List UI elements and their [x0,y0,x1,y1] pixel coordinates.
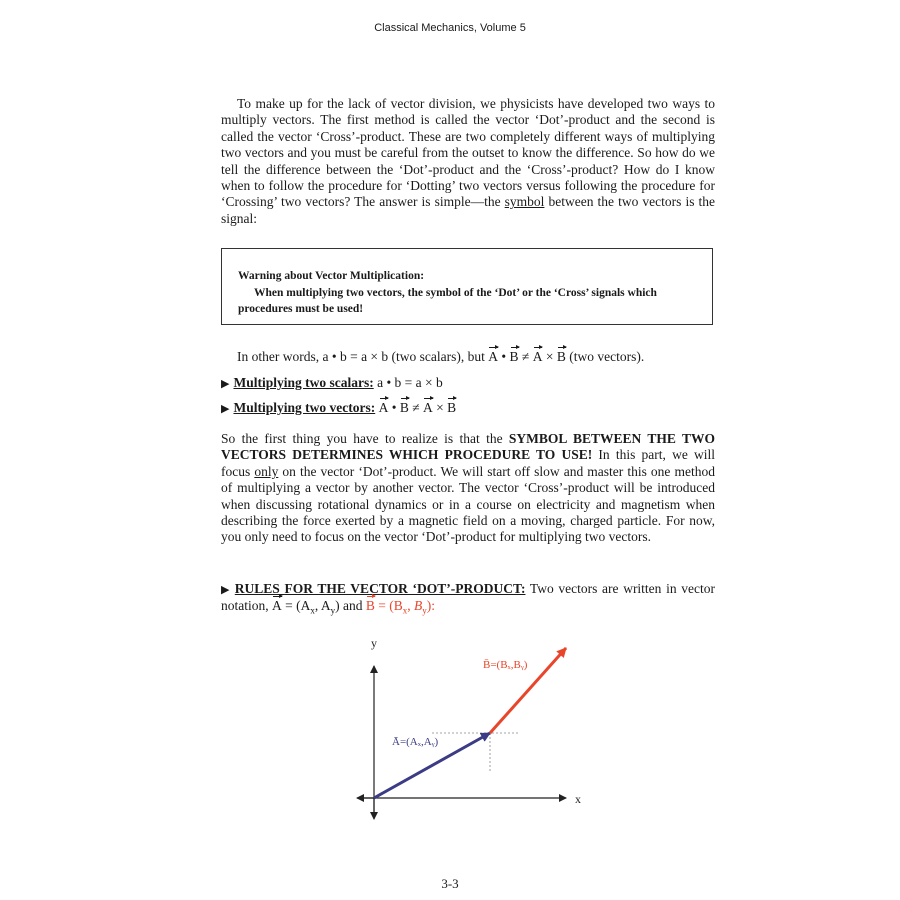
vector-b-symbol: B [509,349,519,364]
body-paragraph: So the first thing you have to realize is that the SYMBOL BETWEEN THE TWO VECTORS DETERMINES WHICH PROCEDURE TO USE! In this part, we will focus only on the vector ‘Dot’-product. We will start off slow and master this one method of multiplying a vector by another vector. The vector ‘Cross’-product will be introduced when discussing rotational dynamics or in a course on electricity and magnetism when describing the force exerted by a magnetic field on a moving, charged particle. For now, you only need to focus on the vector ‘Dot’-product for multiplying two vectors. [221,431,715,545]
intro-text-2: between the two vectors is the signal: [221,194,716,226]
body-underline-only: only [254,463,279,479]
bullet-scalars-label: Multiplying two scalars: [233,375,374,390]
page-number: 3-3 [441,876,459,891]
intro-text-1: To make up for the lack of vector division, we physicists have developed two ways to multiply vectors. The first method is called the vector ‘Dot’-product and the second is called the vector ‘Cross’-product. These are two completely different ways of multiplying two vectors and you must be careful from the outset to know the difference. So how do we tell the difference between the ‘Dot’-product and the ‘Cross’-product? How do I know when to follow the procedure for ‘Dotting’ two vectors versus following the procedure for ‘Crossing’ two vectors? The answer is simple—the [221,96,715,210]
triangle-bullet-icon: ▶ [221,403,230,415]
x-axis-label: x [575,792,581,806]
other-words-line: In other words, a • b = a × b (two scalars), but A • B ≠ A × B (two vectors). [237,349,645,364]
y-axis-label: y [371,636,377,650]
triangle-bullet-icon: ▶ [221,584,231,596]
bullet-vectors-label: Multiplying two vectors: [233,400,376,415]
body-bold-statement: SYMBOL BETWEEN THE TWO VECTORS DETERMINES WHICH PROCEDURE TO USE! [221,431,715,463]
running-header: Classical Mechanics, Volume 5 [374,22,526,34]
vector-a-symbol: A [488,349,499,364]
vector-a-label: Ā=(Aₓ,Aᵧ) [392,736,439,748]
triangle-bullet-icon: ▶ [221,378,230,390]
rules-heading: RULES FOR THE VECTOR ‘DOT’-PRODUCT: [234,581,526,596]
rules-paragraph: ▶ RULES FOR THE VECTOR ‘DOT’-PRODUCT: Two vectors are written in vector notation, $A = (A_x$, $A_y$) and $B = (B_x$, $B_y$): [221,581,715,617]
vector-b-label: B̄=(Bₓ,Bᵧ) [483,659,528,671]
warning-title: Warning about Vector Multiplication: [238,270,425,282]
warning-body: When multiplying two vectors, the symbol of the ‘Dot’ or the ‘Cross’ signals which procedures must be used! [238,287,657,315]
bullet-vectors: ▶ Multiplying two vectors: A • B ≠ A × B [221,400,457,415]
intro-underline-symbol: symbol [504,194,545,210]
bullet-scalars: ▶ Multiplying two scalars: a • b = a × b [221,375,443,390]
